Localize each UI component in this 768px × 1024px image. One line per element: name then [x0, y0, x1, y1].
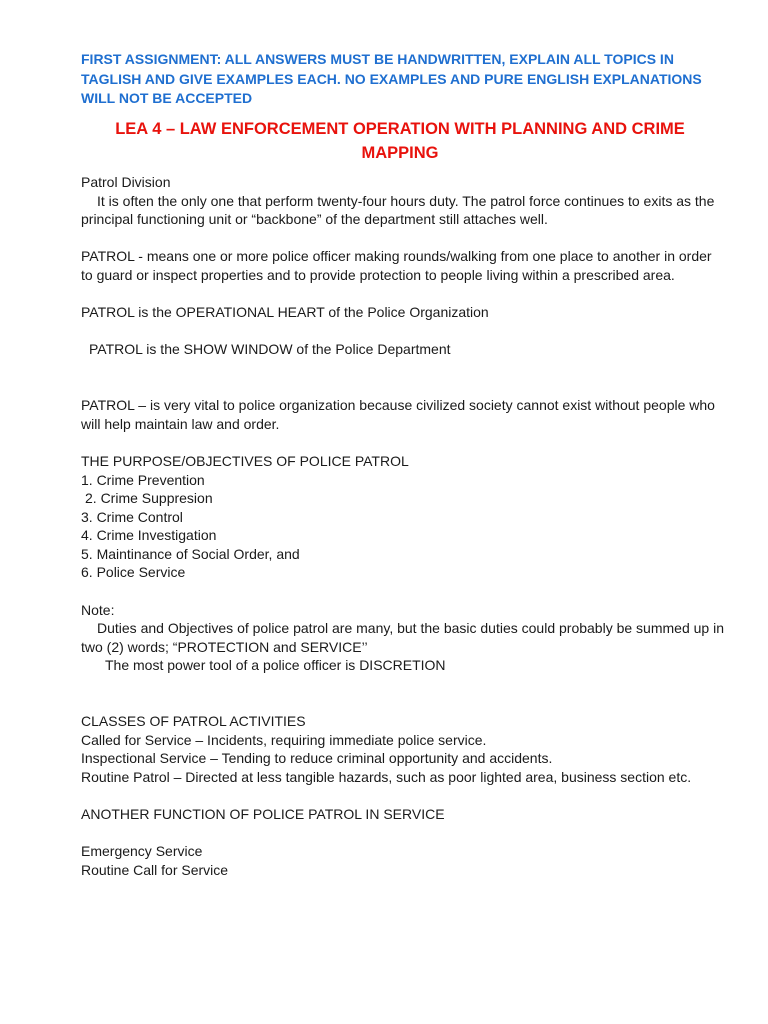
class-item: Called for Service – Incidents, requiring immediate police service. [81, 731, 487, 748]
vital-paragraph: PATROL – is very vital to police organization because civilized society cannot exist without people who will help maintain law and order. [81, 397, 715, 432]
note-heading: Note: [81, 601, 115, 618]
show-window-line: PATROL is the SHOW WINDOW of the Police Department [89, 341, 451, 358]
discretion-line: The most power tool of a police officer is DISCRETION [105, 657, 446, 674]
document-title: LEA 4 – LAW ENFORCEMENT OPERATION WITH PLANNING AND CRIME MAPPING [115, 120, 685, 162]
patrol-definition: PATROL - means one or more police officer making rounds/walking from one place to another in order to guard or inspect properties and to provide protection to people living within a prescribed area. [81, 248, 712, 283]
another-function-heading: ANOTHER FUNCTION OF POLICE PATROL IN SERVICE [81, 806, 445, 823]
patrol-division-text: It is often the only one that perform twenty-four hours duty. The patrol force continues to exits as the principal functioning unit or “backbone” of the department still attaches well. [81, 192, 715, 228]
objective-item: 5. Maintinance of Social Order, and [81, 545, 300, 562]
objectives-heading: THE PURPOSE/OBJECTIVES OF POLICE PATROL [81, 452, 409, 469]
service-item: Routine Call for Service [81, 861, 229, 878]
class-item: Routine Patrol – Directed at less tangible hazards, such as poor lighted area, business section etc. [81, 769, 692, 785]
patrol-division-heading: Patrol Division [81, 174, 171, 190]
assignment-notice: FIRST ASSIGNMENT: ALL ANSWERS MUST BE HANDWRITTEN, EXPLAIN ALL TOPICS IN TAGLISH AND GIVE EXAMPLES EACH. NO EXAMPLES AND PURE ENGLISH EXPLANATIONS WILL NOT BE ACCEPTED [81, 51, 702, 106]
operational-heart-line: PATROL is the OPERATIONAL HEART of the Police Organization [81, 304, 489, 321]
objective-item: 1. Crime Prevention [81, 471, 205, 488]
note-text: Duties and Objectives of police patrol are many, but the basic duties could probably be summed up in two (2) words; “PROTECTION and SERVICE’’ [81, 620, 724, 655]
objective-item: 3. Crime Control [81, 508, 183, 525]
class-item: Inspectional Service – Tending to reduce criminal opportunity and accidents. [81, 750, 553, 767]
objective-item: 2. Crime Suppresion [85, 490, 213, 507]
classes-heading: CLASSES OF PATROL ACTIVITIES [81, 713, 306, 730]
service-item: Emergency Service [81, 843, 203, 860]
document-body [81, 173, 726, 880]
objective-item: 4. Crime Investigation [81, 527, 217, 544]
objective-item: 6. Police Service [81, 564, 186, 581]
